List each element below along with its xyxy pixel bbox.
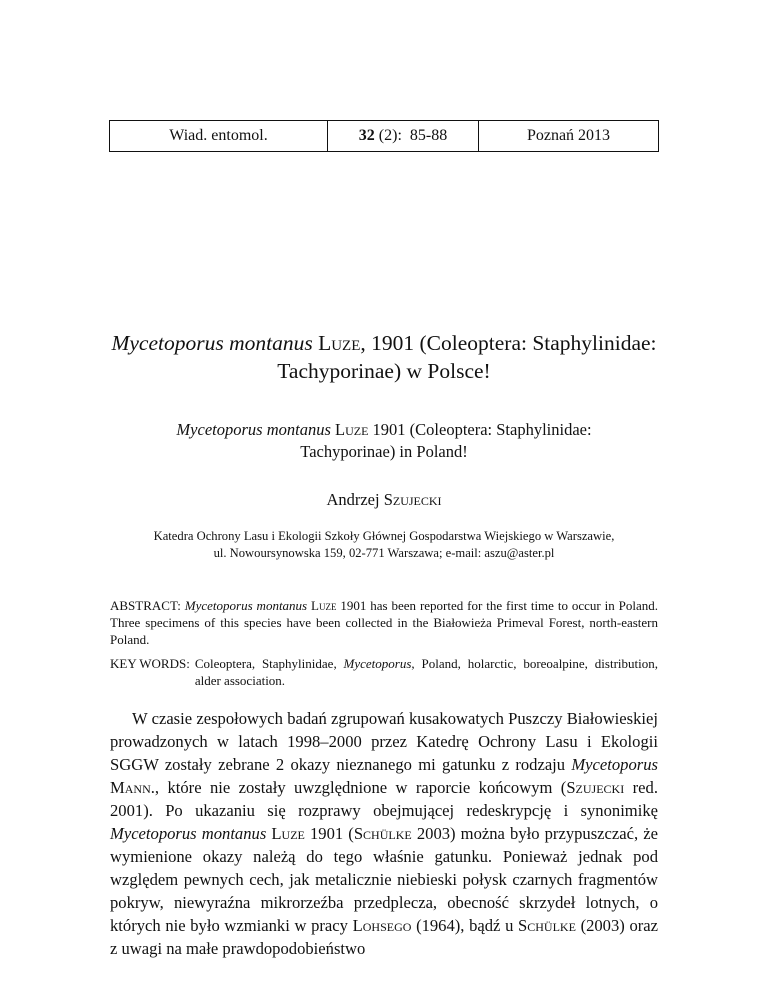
subtitle-rest-2: Tachyporinae) in Poland! — [300, 442, 468, 461]
abstract-text: 1901 has been reported for the first time to occur in Poland. Three specimens of this species have been collected in the Białowieża Primeval Forest, north-eastern Poland. — [110, 598, 659, 647]
body-species: Mycetoporus montanus — [110, 824, 267, 843]
keywords-genus: Mycetoporus — [343, 656, 412, 671]
author-name — [100, 490, 668, 510]
title-rest-2: Tachyporinae) w Polsce! — [277, 359, 491, 383]
subtitle-rest-1: 1901 (Coleoptera: Staphylinidae: — [368, 420, 592, 439]
article-title — [80, 329, 688, 385]
author-last: Szujecki — [383, 490, 442, 509]
issue-pages: (2): 85-88 — [374, 127, 448, 144]
abstract-label: ABSTRACT: — [110, 598, 181, 613]
affiliation-line-1: Katedra Ochrony Lasu i Ekologii Szkoły Głównej Gospodarstwa Wiejskiego w Warszawie, — [153, 529, 615, 543]
keywords-label: KEY WORDS: — [110, 656, 190, 671]
keywords — [110, 655, 658, 689]
subtitle-author: Luze — [335, 420, 369, 439]
journal-name-cell — [110, 121, 328, 151]
title-author: Luze — [318, 331, 361, 355]
affiliation-line-2: ul. Nowoursynowska 159, 02-771 Warszawa; e-mail: aszu@aster.pl — [213, 546, 555, 560]
place-year-cell — [479, 121, 658, 151]
title-rest-1: , 1901 (Coleoptera: Staphylinidae: — [360, 331, 657, 355]
place-year: Poznań 2013 — [526, 127, 611, 144]
body-paragraph: W czasie zespołowych badań zgrupowań kusakowatych Puszczy Białowieskiej prowadzonych w latach 1998–2000 przez Katedrę Ochrony Lasu i Ekologii SGGW zostały zebrane 2 okazy nieznanego mi gatunku z rodzaju Mycetoporus Mann., które nie zostały uwzględnione w raporcie końcowym (Szujecki red. 2001). Po ukazaniu się rozprawy obejmującej redeskrypcję i synonimikę Mycetoporus montanus Luze 1901 (Schülke 2003) można było przypuszczać, że wymienione okazy należą do tego właśnie gatunku. Ponieważ jednak pod względem pewnych cech, jak metalicznie niebieski połysk czarnych fragmentów pokryw, niewyraźna mikrorzeźba przedplecza, obecność skrzydeł lotnych, o których nie było wzmianki w pracy Lohsego (1964), bądź u Schülke (2003) oraz z uwagi na małe prawdopodobieństwo — [110, 709, 659, 958]
abstract — [110, 597, 658, 648]
abstract-author: Luze — [311, 598, 337, 613]
article-subtitle — [100, 419, 668, 463]
subtitle-species: Mycetoporus montanus — [176, 420, 331, 439]
title-species: Mycetoporus montanus — [111, 331, 313, 355]
volume-number: 32 — [358, 127, 375, 144]
volume-cell — [328, 121, 479, 151]
affiliation — [90, 528, 678, 562]
journal-header-table — [109, 120, 659, 152]
journal-name: Wiad. entomol. — [169, 127, 268, 144]
author-first: Andrzej — [326, 490, 380, 509]
keywords-list: Coleoptera, Staphylinidae, Mycetoporus, Poland, holarctic, boreoalpine, distribution, alder association. — [194, 656, 658, 688]
body-genus: Mycetoporus — [571, 755, 658, 774]
abstract-species: Mycetoporus montanus — [184, 598, 308, 613]
